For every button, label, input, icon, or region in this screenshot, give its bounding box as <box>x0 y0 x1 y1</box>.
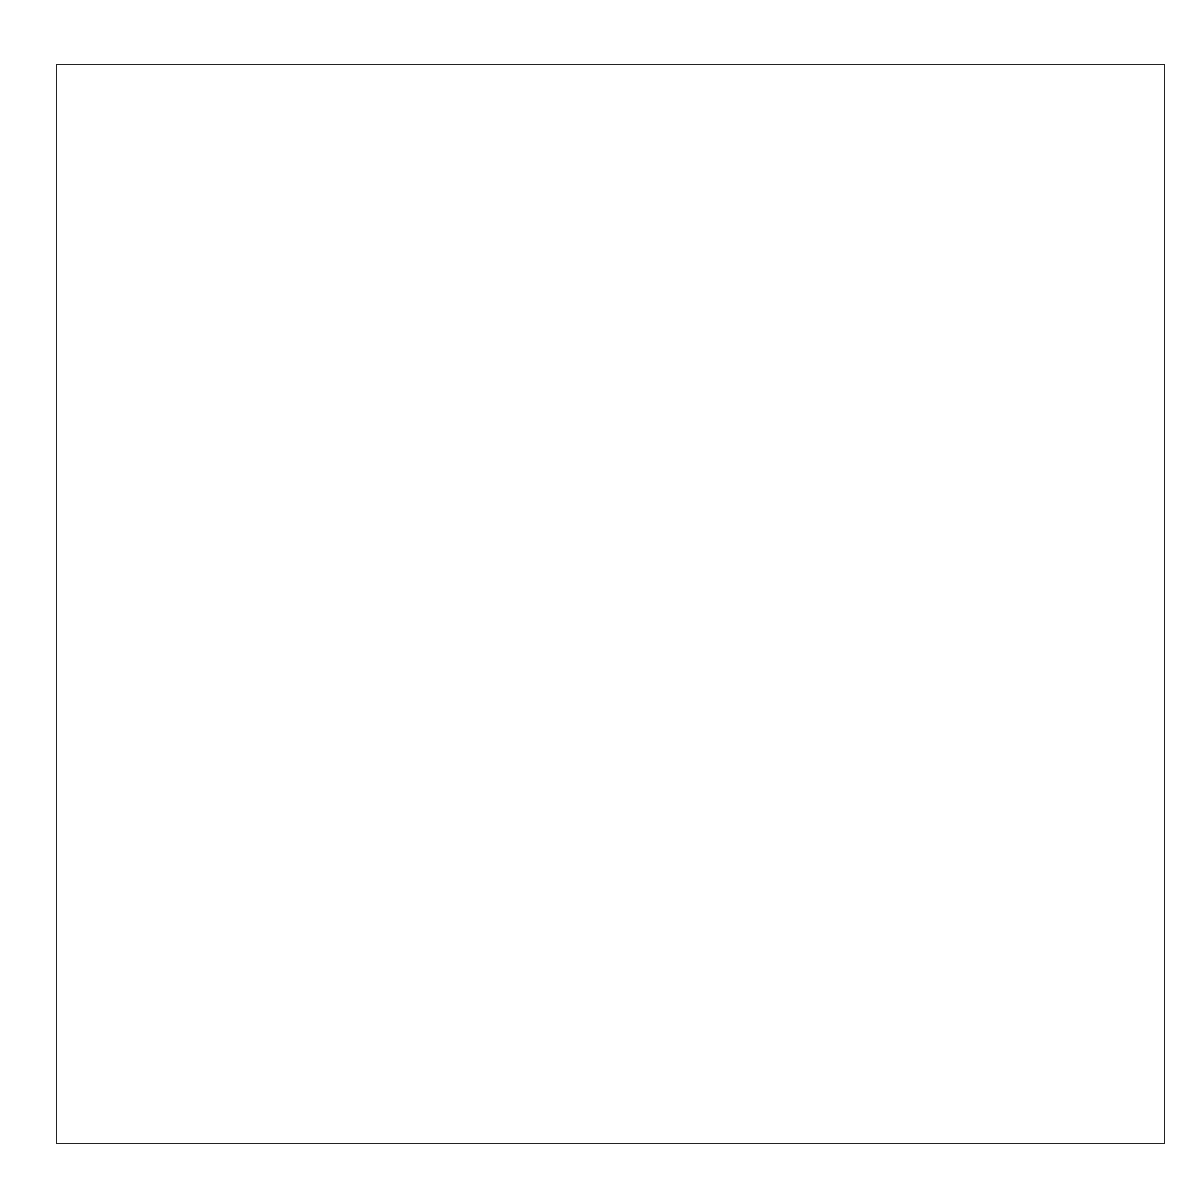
brand-logo <box>12 14 38 58</box>
spec-table <box>56 64 1165 1144</box>
logo-stripes-icon <box>12 18 32 54</box>
